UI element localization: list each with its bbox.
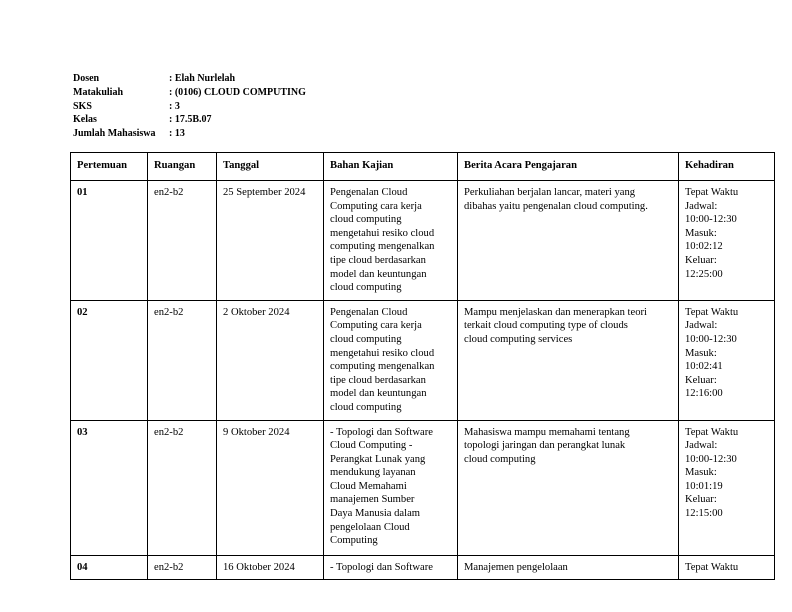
cell-berita-acara: [458, 555, 679, 580]
info-row-jumlah-mahasiswa: [73, 127, 306, 141]
cell-kehadiran-line: Keluar:: [685, 374, 717, 386]
info-label: Kelas: [73, 114, 97, 126]
cell-kehadiran: [679, 181, 775, 301]
info-label: Jumlah Mahasiswa: [73, 128, 156, 140]
info-value: : 13: [169, 128, 185, 140]
cell-berita-acara-line: cloud computing: [464, 453, 536, 465]
cell-ruangan: en2-b2: [148, 300, 217, 420]
cell-kehadiran: [679, 300, 775, 420]
cell-ruangan: en2-b2: [148, 181, 217, 301]
header-kehadiran: Kehadiran: [679, 153, 775, 181]
info-label: Dosen: [73, 73, 100, 84]
cell-kehadiran-line: 10:02:41: [685, 361, 723, 373]
table-row: [71, 181, 775, 301]
cell-kehadiran-line: 12:16:00: [685, 388, 723, 400]
info-value: : 17.5B.07: [169, 114, 212, 126]
cell-bahan-kajian-line: mengetahui resiko cloud: [330, 227, 435, 239]
cell-kehadiran: [679, 555, 775, 580]
cell-ruangan: en2-b2: [148, 420, 217, 555]
cell-berita-acara-line: cloud computing services: [464, 333, 573, 345]
cell-berita-acara-line: terkait cloud computing type of clouds: [464, 320, 628, 332]
cell-bahan-kajian-line: Computing cara kerja: [330, 320, 422, 332]
info-value: : Elah Nurlelah: [169, 73, 236, 84]
table-header-row: [71, 153, 775, 181]
cell-bahan-kajian-line: Cloud Memahami: [330, 480, 407, 492]
table-row: [71, 420, 775, 555]
cell-bahan-kajian-line: cloud computing: [330, 282, 402, 294]
cell-bahan-kajian: [324, 300, 458, 420]
cell-kehadiran-line: Jadwal:: [685, 320, 718, 332]
cell-berita-acara: [458, 181, 679, 301]
cell-bahan-kajian-line: Pengenalan Cloud: [330, 187, 408, 198]
info-label: Matakuliah: [73, 86, 124, 98]
cell-bahan-kajian: [324, 181, 458, 301]
cell-bahan-kajian-line: Pengenalan Cloud: [330, 306, 408, 318]
cell-bahan-kajian-line: - Topologi dan Software: [330, 426, 433, 438]
info-row-sks: [73, 100, 306, 114]
cell-pertemuan: 02: [71, 300, 148, 420]
cell-bahan-kajian-line: Daya Manusia dalam: [330, 508, 421, 520]
cell-bahan-kajian-line: cloud computing: [330, 214, 402, 226]
cell-kehadiran-line: 12:25:00: [685, 268, 723, 280]
cell-tanggal: 9 Oktober 2024: [217, 420, 324, 555]
cell-kehadiran-line: 10:01:19: [685, 480, 723, 492]
cell-pertemuan: 04: [71, 555, 148, 580]
table-row: [71, 300, 775, 420]
cell-bahan-kajian-line: Computing: [330, 535, 378, 547]
header-tanggal: Tanggal: [217, 153, 324, 181]
cell-bahan-kajian-line: Cloud Computing -: [330, 440, 413, 452]
cell-bahan-kajian-line: Computing cara kerja: [330, 200, 422, 212]
cell-kehadiran-line: Tepat Waktu: [685, 561, 739, 573]
header-pertemuan: Pertemuan: [71, 153, 148, 181]
cell-bahan-kajian-line: Perangkat Lunak yang: [330, 453, 426, 465]
cell-bahan-kajian-line: model dan keuntungan: [330, 268, 427, 280]
header-berita-acara: Berita Acara Pengajaran: [458, 153, 679, 181]
cell-tanggal: 2 Oktober 2024: [217, 300, 324, 420]
cell-kehadiran-line: Tepat Waktu: [685, 187, 739, 198]
cell-kehadiran-line: Jadwal:: [685, 200, 718, 212]
cell-kehadiran-line: Masuk:: [685, 227, 717, 239]
cell-bahan-kajian: [324, 555, 458, 580]
cell-bahan-kajian-line: computing mengenalkan: [330, 361, 435, 373]
header-bahan-kajian: Bahan Kajian: [324, 153, 458, 181]
cell-kehadiran-line: 10:00-12:30: [685, 453, 737, 465]
info-row-matakuliah: [73, 86, 306, 100]
info-row-dosen: [73, 72, 306, 86]
cell-kehadiran-line: Jadwal:: [685, 440, 718, 452]
cell-kehadiran-line: 10:02:12: [685, 241, 723, 253]
header-ruangan: Ruangan: [148, 153, 217, 181]
cell-bahan-kajian: [324, 420, 458, 555]
info-row-kelas: [73, 113, 306, 127]
cell-bahan-kajian-line: cloud computing: [330, 333, 402, 345]
cell-berita-acara-line: dibahas yaitu pengenalan cloud computing.: [464, 200, 648, 212]
cell-tanggal: 16 Oktober 2024: [217, 555, 324, 580]
cell-pertemuan: 03: [71, 420, 148, 555]
info-label: SKS: [73, 100, 92, 112]
course-info: [73, 72, 306, 141]
cell-kehadiran-line: Tepat Waktu: [685, 426, 739, 438]
cell-bahan-kajian-line: tipe cloud berdasarkan: [330, 374, 426, 386]
cell-berita-acara-line: Mampu menjelaskan dan menerapkan teori: [464, 306, 647, 318]
cell-pertemuan: 01: [71, 181, 148, 301]
cell-kehadiran-line: 12:15:00: [685, 508, 723, 520]
info-value: : (0106) CLOUD COMPUTING: [169, 86, 306, 98]
attendance-table: [70, 152, 775, 580]
cell-berita-acara-line: Perkuliahan berjalan lancar, materi yang: [464, 187, 636, 198]
cell-berita-acara-line: topologi jaringan dan perangkat lunak: [464, 440, 626, 452]
cell-berita-acara-line: Mahasiswa mampu memahami tentang: [464, 426, 630, 438]
cell-bahan-kajian-line: model dan keuntungan: [330, 388, 427, 400]
cell-tanggal: 25 September 2024: [217, 181, 324, 301]
cell-kehadiran-line: Keluar:: [685, 494, 717, 506]
cell-bahan-kajian-line: cloud computing: [330, 401, 402, 413]
cell-bahan-kajian-line: - Topologi dan Software: [330, 561, 433, 573]
cell-bahan-kajian-line: tipe cloud berdasarkan: [330, 254, 426, 266]
cell-bahan-kajian-line: pengelolaan Cloud: [330, 521, 410, 533]
cell-kehadiran-line: Masuk:: [685, 467, 717, 479]
cell-berita-acara: [458, 300, 679, 420]
cell-kehadiran-line: 10:00-12:30: [685, 333, 737, 345]
cell-bahan-kajian-line: computing mengenalkan: [330, 241, 435, 253]
cell-berita-acara-line: Manajemen pengelolaan: [464, 561, 568, 573]
cell-bahan-kajian-line: mengetahui resiko cloud: [330, 347, 435, 359]
cell-berita-acara: [458, 420, 679, 555]
info-value: : 3: [169, 100, 180, 112]
cell-kehadiran-line: Masuk:: [685, 347, 717, 359]
cell-kehadiran-line: Keluar:: [685, 254, 717, 266]
cell-ruangan: en2-b2: [148, 555, 217, 580]
cell-kehadiran: [679, 420, 775, 555]
cell-kehadiran-line: Tepat Waktu: [685, 306, 739, 318]
cell-bahan-kajian-line: manajemen Sumber: [330, 494, 415, 506]
cell-bahan-kajian-line: mendukung layanan: [330, 467, 416, 479]
table-row: [71, 555, 775, 580]
cell-kehadiran-line: 10:00-12:30: [685, 214, 737, 226]
